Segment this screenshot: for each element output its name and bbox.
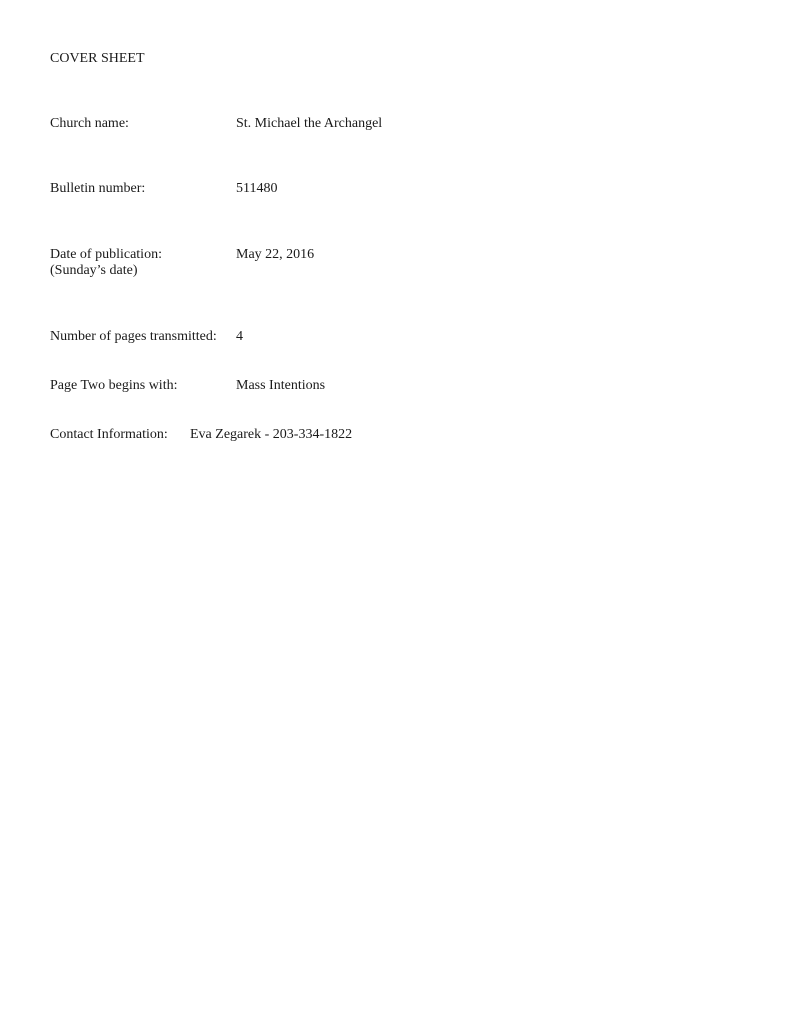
page-two-begins-value: Mass Intentions: [236, 378, 326, 393]
publication-date-sublabel: (Sunday’s date): [50, 263, 138, 278]
publication-date-label: Date of publication:: [50, 247, 162, 262]
page-two-begins-label: Page Two begins with:: [50, 378, 178, 393]
contact-information-value: Eva Zegarek - 203-334-1822: [190, 427, 353, 442]
pages-transmitted-label: Number of pages transmitted:: [50, 329, 217, 344]
publication-date-value: May 22, 2016: [236, 247, 315, 262]
church-name-value: St. Michael the Archangel: [236, 116, 383, 131]
pages-transmitted-value: 4: [236, 329, 243, 344]
page-title: COVER SHEET: [50, 51, 145, 66]
church-name-label: Church name:: [50, 116, 129, 131]
contact-information-label: Contact Information:: [50, 427, 168, 442]
bulletin-number-value: 511480: [236, 181, 278, 196]
bulletin-number-label: Bulletin number:: [50, 181, 146, 196]
